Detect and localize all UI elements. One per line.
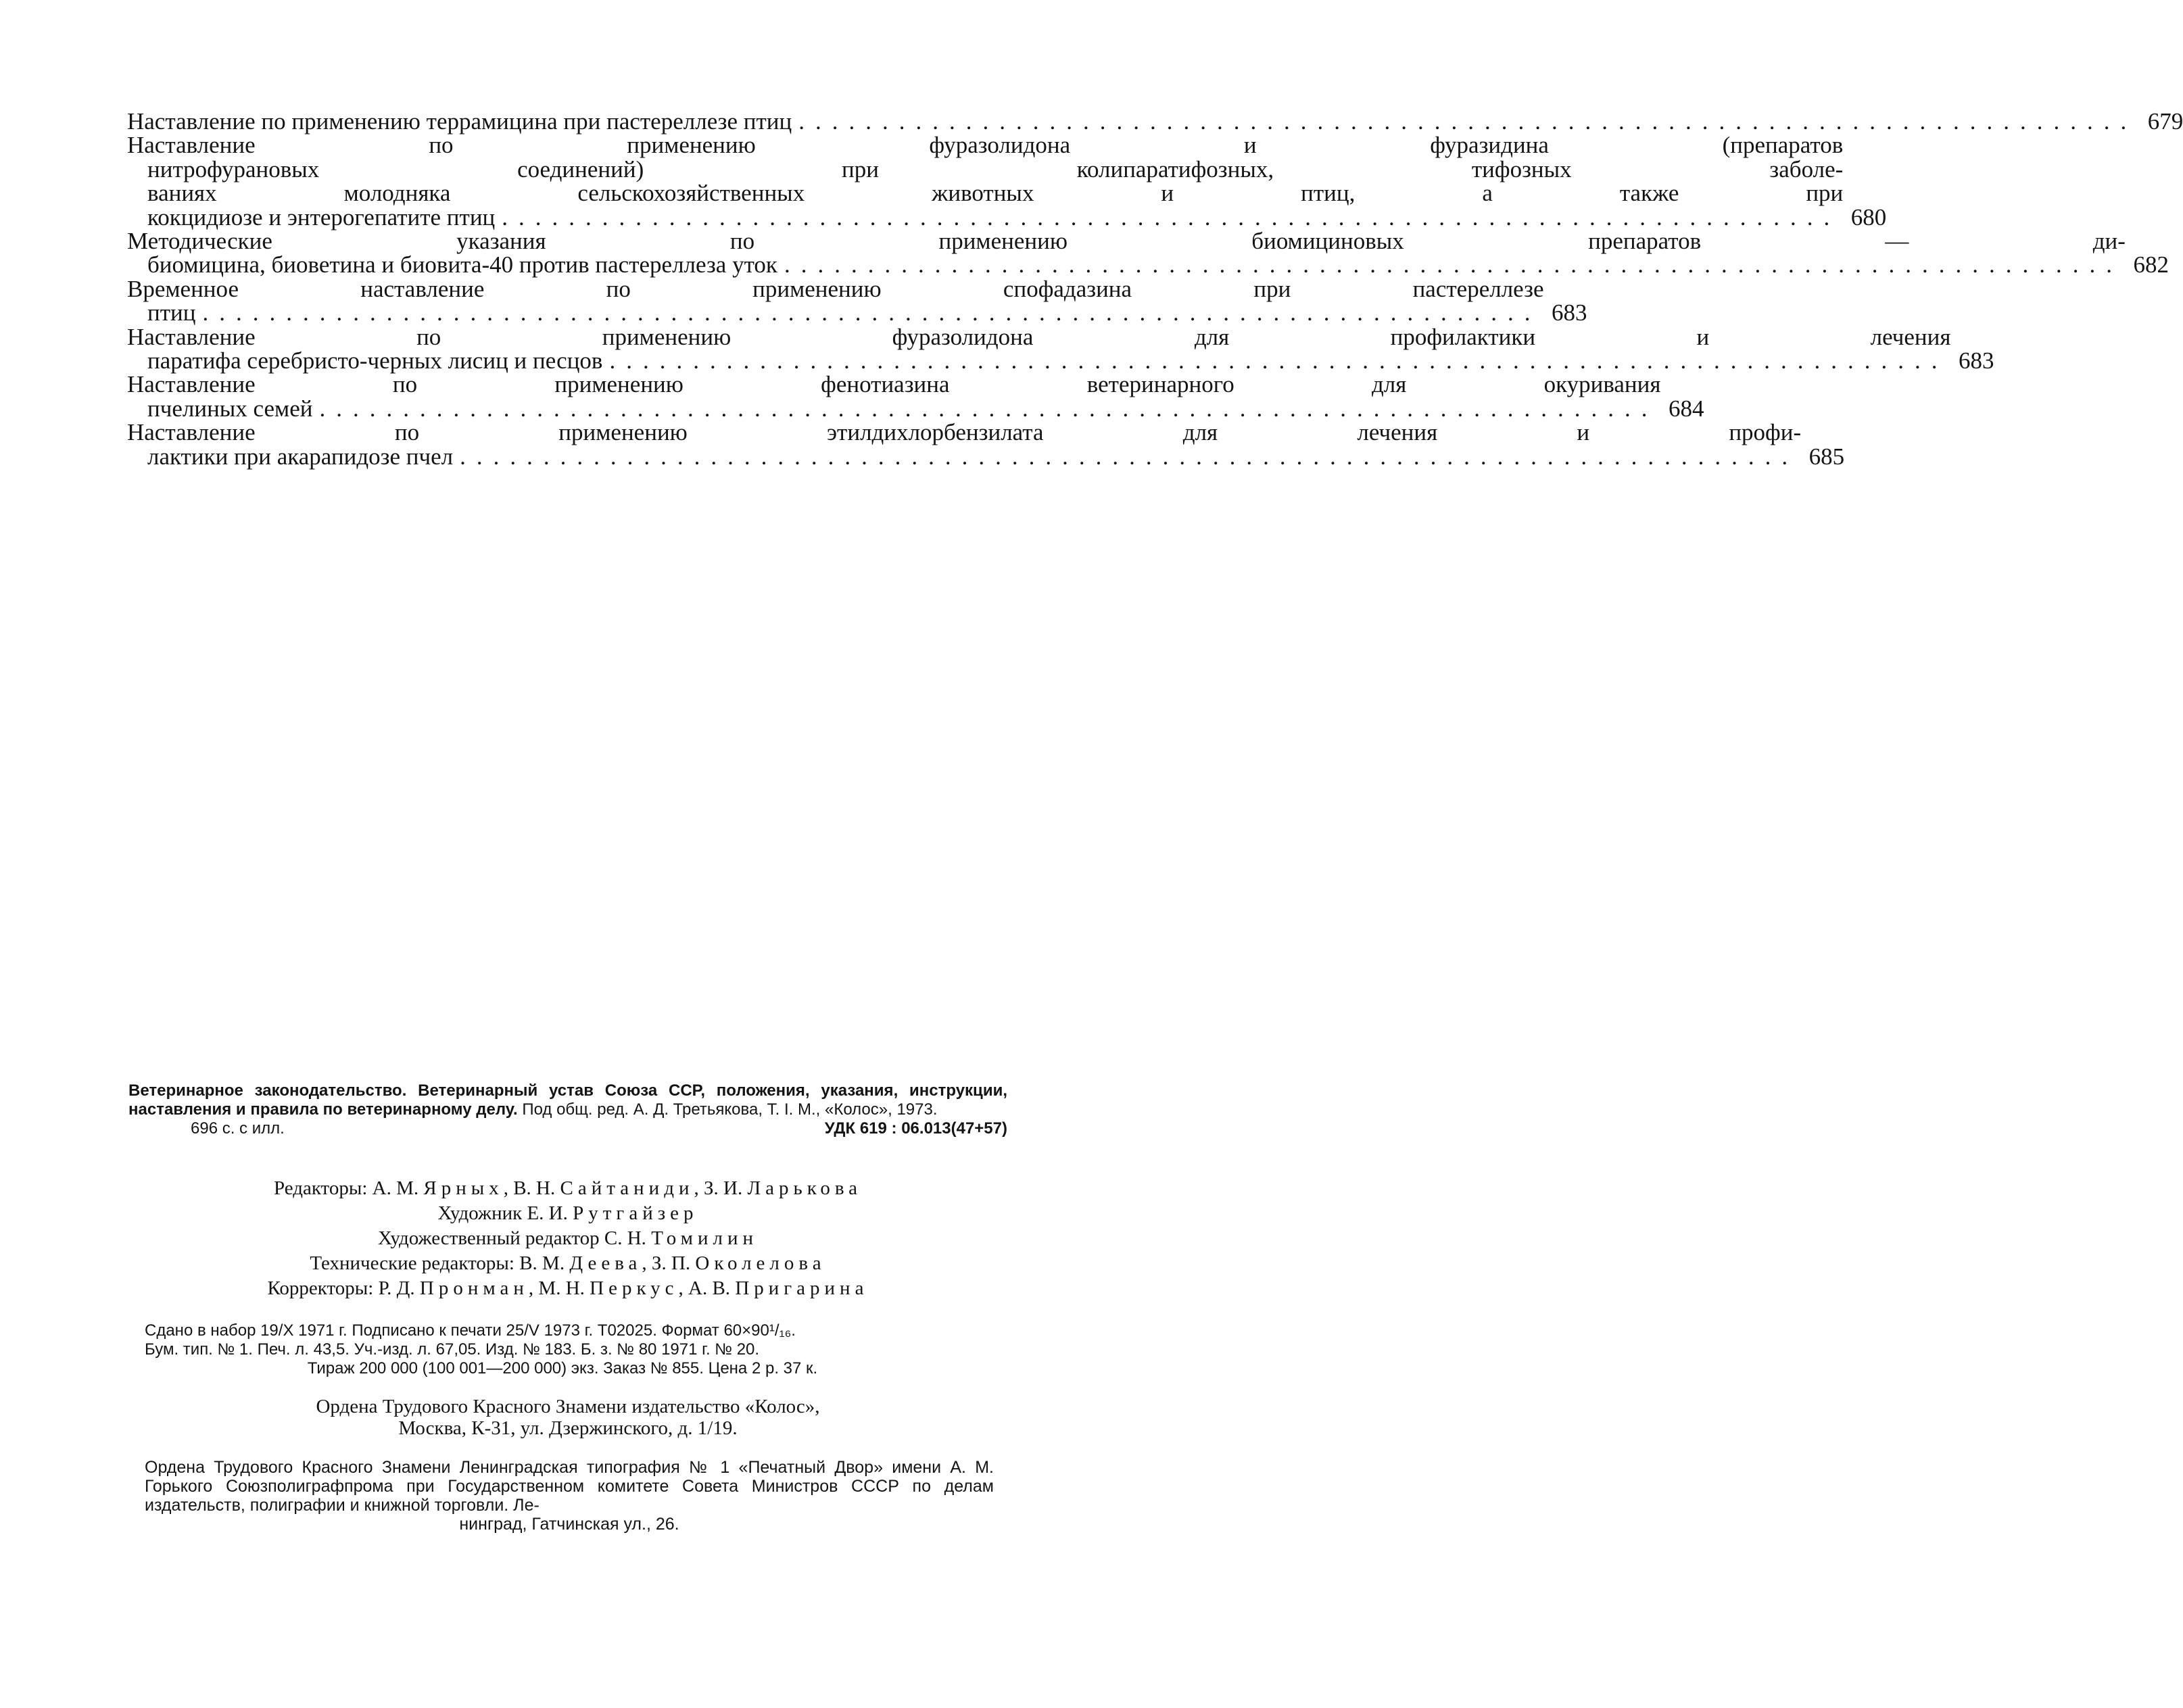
biblio-udk: УДК 619 : 06.013(47+57)	[824, 1119, 1007, 1138]
credits-block	[128, 1176, 1007, 1301]
toc-line: Наставление по применению фенотиазина ветеринарного для окуривания	[127, 371, 1661, 398]
toc-line: кокцидиозе и энтерогепатите птиц ................................................................................	[127, 205, 1843, 229]
toc-page-number: 683	[1552, 299, 1587, 326]
toc-page-number: 679	[2147, 108, 2183, 135]
toc-entry	[127, 228, 2169, 278]
toc-entry-title	[127, 277, 1544, 325]
leader-dots: ................................................................................	[798, 108, 2138, 135]
toc-line: Методические указания по применению биомициновых препаратов — ди-	[127, 228, 2126, 255]
toc-entry	[127, 323, 1994, 374]
print-info	[128, 1321, 1007, 1378]
toc-line: Наставление по применению террамицина при пастереллезе птиц ................................................................................	[127, 109, 2140, 133]
toc-entry-title	[127, 420, 1801, 468]
leader-dots: ................................................................................	[784, 251, 2123, 278]
toc-page-number: 684	[1668, 395, 1704, 422]
artist-line: Художник Е. И. Рутгайзер	[437, 1202, 698, 1224]
toc-line: лактики при акарапидозе пчел ................................................................................	[127, 445, 1801, 468]
toc-line: птиц ................................................................................	[127, 301, 1544, 324]
printing-house-text: Ордена Трудового Красного Знамени Ленинградская типография № 1 «Печатный Двор» имени А. М. Горького Союзполиграфпрома при Государственном комитете Совета Министров СССР по делам издательств, полиграфии и книжной торговли. Ле-	[145, 1458, 994, 1515]
toc-page-number: 683	[1958, 347, 1994, 374]
editors-line: Редакторы: А. М. Ярных, В. Н. Сайтаниди, З. И. Ларькова	[273, 1177, 863, 1199]
toc-page-number: 685	[1808, 443, 1845, 470]
toc-line: Наставление по применению фуразолидона для профилактики и лечения	[127, 323, 1951, 350]
toc-entry	[127, 371, 1704, 422]
tech-editors-line: Технические редакторы: В. М. Деева, З. П. Околелова	[310, 1252, 826, 1274]
toc-line: биомицина, биоветина и биовита-40 против пастереллеза уток ................................................................................	[127, 253, 2126, 276]
publisher-info	[128, 1396, 1007, 1439]
toc-entry	[127, 108, 2183, 135]
toc-entry-title	[127, 229, 2126, 277]
toc-line: паратифа серебристо-черных лисиц и песцов ................................................................................	[127, 349, 1950, 372]
toc-page-number: 680	[1850, 203, 1887, 230]
colophon	[128, 1081, 1007, 1534]
proofreaders-line: Корректоры: Р. Д. Пронман, М. Н. Перкус, А. В. Пригарина	[267, 1277, 869, 1299]
printing-house-address: нинград, Гатчинская ул., 26.	[459, 1515, 679, 1534]
leader-dots: ................................................................................	[319, 395, 1658, 422]
toc-entry-title	[127, 372, 1660, 420]
toc-entry-title	[127, 325, 1950, 373]
toc-entry-title	[127, 109, 2140, 133]
toc-line: пчелиных семей ................................................................................	[127, 397, 1660, 420]
toc-line: Временное наставление по применению спофадазина при пастереллезе	[127, 275, 1544, 302]
leader-dots: ................................................................................	[460, 443, 1799, 470]
toc-entry	[127, 132, 1887, 230]
leader-dots: ................................................................................	[202, 299, 1541, 326]
print-info-line-2: Бум. тип. № 1. Печ. л. 43,5. Уч.-изд. л. 67,05. Изд. № 183. Б. з. № 80 1971 г. № 20.	[145, 1340, 760, 1359]
art-editor-line: Художественный редактор С. Н. Томилин	[377, 1227, 759, 1249]
print-info-line-3: Тираж 200 000 (100 001—200 000) экз. Заказ № 855. Цена 2 р. 37 к.	[307, 1359, 818, 1377]
toc-line: Наставление по применению этилдихлорбензилата для лечения и профи-	[127, 419, 1802, 446]
leader-dots: ................................................................................	[609, 347, 1948, 374]
biblio-pages: 696 с. с илл.	[191, 1119, 285, 1138]
table-of-contents	[127, 108, 2183, 470]
publisher-line-2: Москва, К-31, ул. Дзержинского, д. 1/19.	[398, 1417, 738, 1439]
publisher-line-1: Ордена Трудового Красного Знамени издательство «Колос»,	[316, 1396, 820, 1417]
toc-line: нитрофурановых соединений) при колипаратифозных, тифозных заболе-	[147, 155, 1844, 182]
printing-house-info	[128, 1458, 1007, 1534]
print-info-line-1: Сдано в набор 19/X 1971 г. Подписано к печати 25/V 1973 г. Т02025. Формат 60×90¹/₁₆.	[145, 1321, 796, 1340]
biblio-details: Под общ. ред. А. Д. Третьякова, Т. I. М., «Колос», 1973.	[517, 1100, 938, 1119]
toc-page-number: 682	[2133, 251, 2169, 278]
toc-line: ваниях молодняка сельскохозяйственных животных и птиц, а также при	[147, 180, 1844, 207]
bibliographic-record	[128, 1081, 1007, 1138]
biblio-title: Ветеринарное законодательство. Ветеринарный устав Союза ССР, положения, указания, инструкции, наставления и правила по ветеринарному делу.	[128, 1081, 1007, 1119]
leader-dots: ................................................................................	[502, 203, 1841, 230]
toc-entry-title	[127, 133, 1843, 229]
toc-line: Наставление по применению фуразолидона и фуразидина (препаратов	[127, 132, 1844, 159]
toc-entry	[127, 275, 1587, 326]
toc-entry	[127, 419, 1845, 470]
